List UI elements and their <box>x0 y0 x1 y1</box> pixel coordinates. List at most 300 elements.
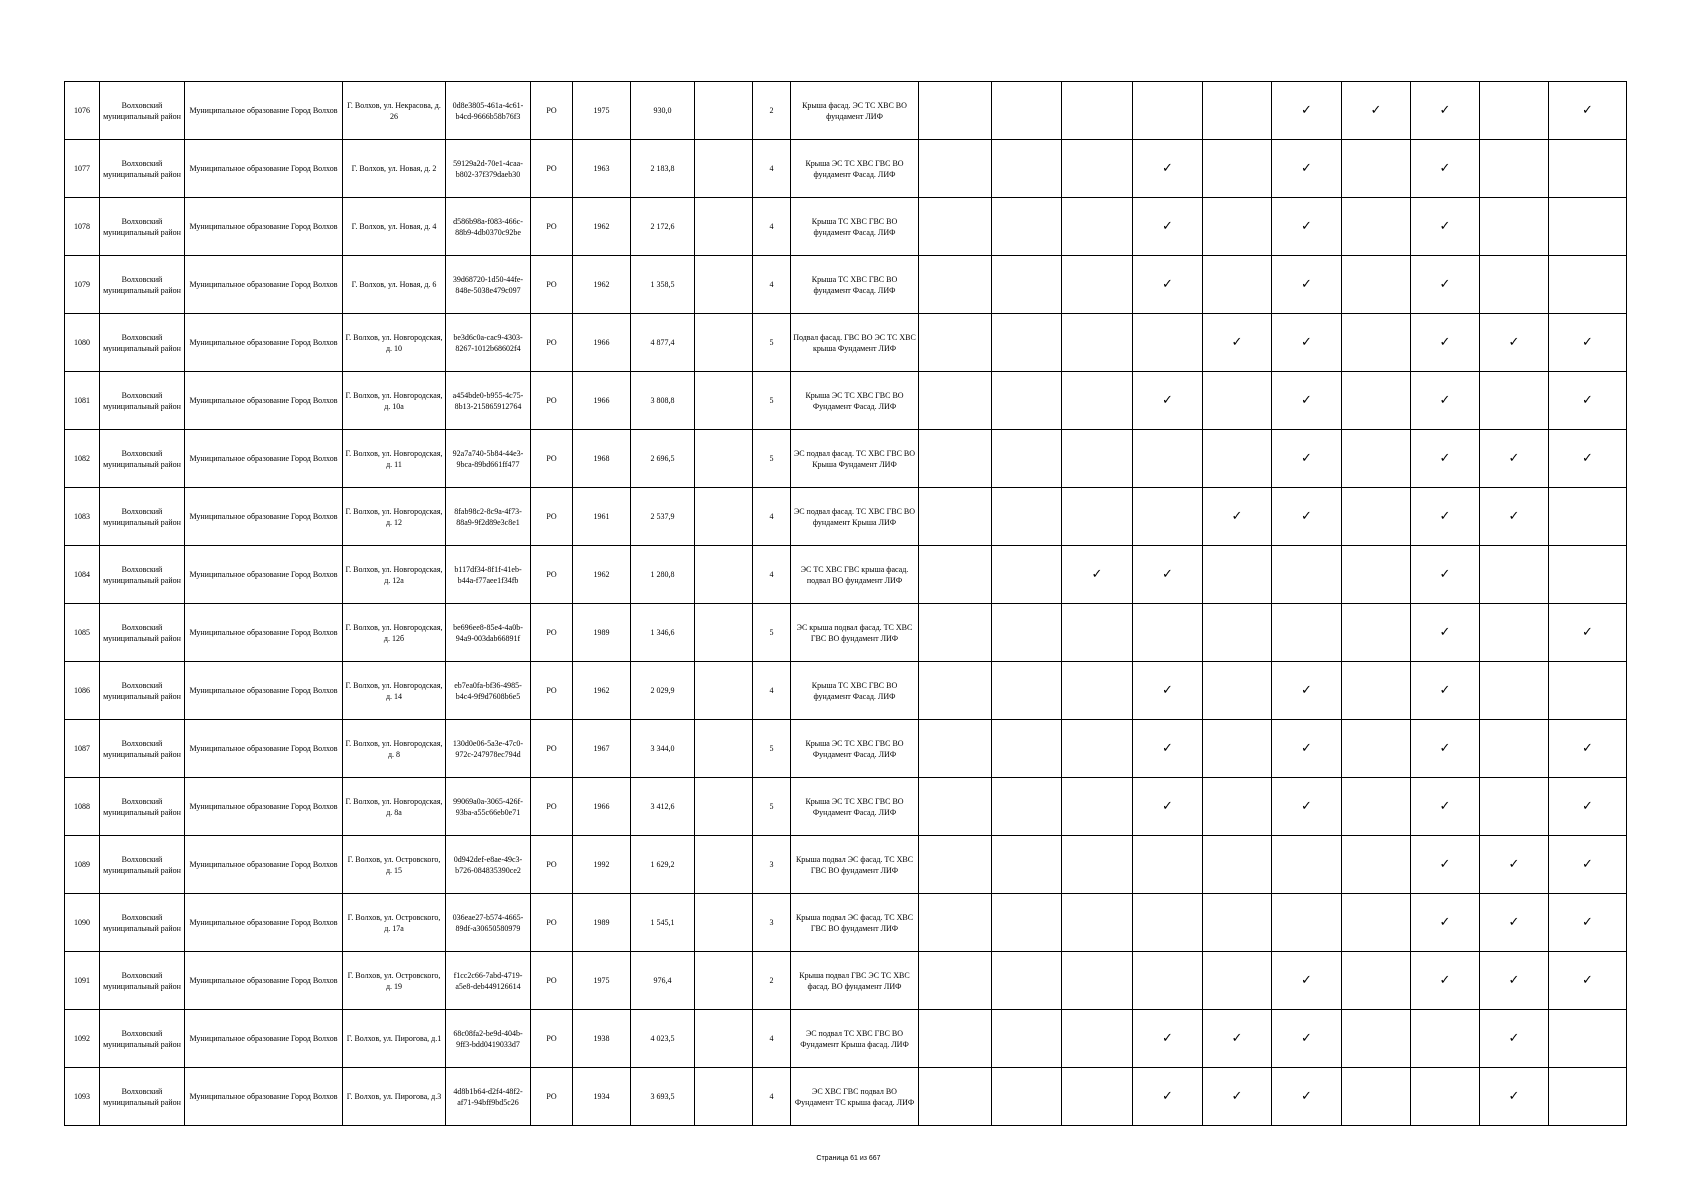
works-list-cell: Крыша ЭС ТС ХВС ГВС ВО Фундамент Фасад. ЛИФ <box>791 778 919 836</box>
works-list-cell: Крыша ЭС ТС ХВС ГВС ВО Фундамент Фасад. ЛИФ <box>791 372 919 430</box>
address-cell: Г. Волхов, ул. Новая, д. 6 <box>343 256 446 314</box>
works-list-cell: Крыша ТС ХВС ГВС ВО фундамент Фасад. ЛИФ <box>791 198 919 256</box>
table-row <box>65 1068 1627 1126</box>
empty-check-cell <box>1203 604 1272 662</box>
table-row <box>65 894 1627 952</box>
area-cell: 1 280,8 <box>631 546 695 604</box>
check-mark-icon: ✓ <box>1549 778 1627 836</box>
empty-cell <box>695 372 753 430</box>
works-list-cell: Подвал фасад. ГВС ВО ЭС ТС ХВС крыша Фундамент ЛИФ <box>791 314 919 372</box>
address-cell: Г. Волхов, ул. Новгородская, д. 8 <box>343 720 446 778</box>
empty-check-cell <box>919 488 992 546</box>
municipality-cell: Муниципальное образование Город Волхов <box>185 952 343 1010</box>
building-id-cell: f1cc2c66-7abd-4719-a5e8-deb449126614 <box>446 952 531 1010</box>
empty-check-cell <box>919 430 992 488</box>
empty-check-cell <box>992 488 1062 546</box>
check-mark-icon: ✓ <box>1203 1068 1272 1126</box>
empty-cell <box>695 662 753 720</box>
type-cell: РО <box>531 82 573 140</box>
check-mark-icon: ✓ <box>1411 836 1480 894</box>
empty-check-cell <box>1549 488 1627 546</box>
type-cell: РО <box>531 894 573 952</box>
check-mark-icon: ✓ <box>1272 430 1342 488</box>
empty-check-cell <box>1342 1010 1411 1068</box>
empty-cell <box>695 720 753 778</box>
empty-check-cell <box>1342 546 1411 604</box>
table-row <box>65 952 1627 1010</box>
table-row <box>65 256 1627 314</box>
year-built-cell: 1975 <box>573 82 631 140</box>
table-row <box>65 372 1627 430</box>
floors-cell: 3 <box>753 894 791 952</box>
empty-check-cell <box>1062 198 1133 256</box>
works-list-cell: ЭС крыша подвал фасад. ТС ХВС ГВС ВО фундамент ЛИФ <box>791 604 919 662</box>
district-cell: Волховский муниципальный район <box>100 82 185 140</box>
empty-check-cell <box>1203 430 1272 488</box>
floors-cell: 4 <box>753 256 791 314</box>
year-built-cell: 1989 <box>573 894 631 952</box>
check-mark-icon: ✓ <box>1411 372 1480 430</box>
works-list-cell: ЭС подвал фасад. ТС ХВС ГВС ВО Крыша Фундамент ЛИФ <box>791 430 919 488</box>
empty-check-cell <box>919 894 992 952</box>
area-cell: 976,4 <box>631 952 695 1010</box>
empty-check-cell <box>992 314 1062 372</box>
address-cell: Г. Волхов, ул. Островского, д. 19 <box>343 952 446 1010</box>
empty-check-cell <box>1480 604 1549 662</box>
check-mark-icon: ✓ <box>1272 488 1342 546</box>
area-cell: 4 877,4 <box>631 314 695 372</box>
empty-check-cell <box>1203 778 1272 836</box>
empty-check-cell <box>1133 82 1203 140</box>
check-mark-icon: ✓ <box>1133 1068 1203 1126</box>
empty-check-cell <box>1480 546 1549 604</box>
row-number: 1084 <box>65 546 100 604</box>
building-id-cell: 92a7a740-5b84-44e3-9bca-89bd661ff477 <box>446 430 531 488</box>
district-cell: Волховский муниципальный район <box>100 604 185 662</box>
building-id-cell: 0d8e3805-461a-4c61-b4cd-9666b58b76f3 <box>446 82 531 140</box>
district-cell: Волховский муниципальный район <box>100 1010 185 1068</box>
check-mark-icon: ✓ <box>1480 314 1549 372</box>
empty-check-cell <box>992 546 1062 604</box>
empty-check-cell <box>992 372 1062 430</box>
empty-cell <box>695 314 753 372</box>
row-number: 1086 <box>65 662 100 720</box>
check-mark-icon: ✓ <box>1272 778 1342 836</box>
empty-check-cell <box>1411 1068 1480 1126</box>
empty-cell <box>695 140 753 198</box>
check-mark-icon: ✓ <box>1411 256 1480 314</box>
area-cell: 1 629,2 <box>631 836 695 894</box>
empty-check-cell <box>1272 836 1342 894</box>
type-cell: РО <box>531 430 573 488</box>
empty-check-cell <box>1342 256 1411 314</box>
empty-check-cell <box>1062 778 1133 836</box>
district-cell: Волховский муниципальный район <box>100 952 185 1010</box>
district-cell: Волховский муниципальный район <box>100 778 185 836</box>
building-id-cell: 8fab98c2-8c9a-4f73-88a9-9f2d89e3c8e1 <box>446 488 531 546</box>
empty-check-cell <box>992 1010 1062 1068</box>
empty-check-cell <box>919 546 992 604</box>
check-mark-icon: ✓ <box>1411 430 1480 488</box>
row-number: 1091 <box>65 952 100 1010</box>
check-mark-icon: ✓ <box>1272 140 1342 198</box>
works-list-cell: Крыша ЭС ТС ХВС ГВС ВО Фундамент Фасад. ЛИФ <box>791 720 919 778</box>
floors-cell: 5 <box>753 372 791 430</box>
empty-check-cell <box>992 778 1062 836</box>
check-mark-icon: ✓ <box>1480 952 1549 1010</box>
check-mark-icon: ✓ <box>1133 546 1203 604</box>
table-row <box>65 314 1627 372</box>
empty-check-cell <box>1480 720 1549 778</box>
empty-check-cell <box>1062 894 1133 952</box>
empty-check-cell <box>1062 952 1133 1010</box>
empty-check-cell <box>1062 720 1133 778</box>
empty-cell <box>695 198 753 256</box>
empty-check-cell <box>1342 662 1411 720</box>
empty-check-cell <box>919 372 992 430</box>
check-mark-icon: ✓ <box>1411 952 1480 1010</box>
check-mark-icon: ✓ <box>1342 82 1411 140</box>
empty-check-cell <box>1480 82 1549 140</box>
district-cell: Волховский муниципальный район <box>100 662 185 720</box>
type-cell: РО <box>531 1010 573 1068</box>
district-cell: Волховский муниципальный район <box>100 720 185 778</box>
empty-check-cell <box>1549 140 1627 198</box>
empty-check-cell <box>992 82 1062 140</box>
check-mark-icon: ✓ <box>1411 82 1480 140</box>
type-cell: РО <box>531 662 573 720</box>
empty-check-cell <box>1133 430 1203 488</box>
district-cell: Волховский муниципальный район <box>100 314 185 372</box>
empty-check-cell <box>1062 604 1133 662</box>
empty-check-cell <box>919 720 992 778</box>
area-cell: 3 693,5 <box>631 1068 695 1126</box>
municipality-cell: Муниципальное образование Город Волхов <box>185 836 343 894</box>
district-cell: Волховский муниципальный район <box>100 140 185 198</box>
area-cell: 3 412,6 <box>631 778 695 836</box>
row-number: 1082 <box>65 430 100 488</box>
row-number: 1078 <box>65 198 100 256</box>
check-mark-icon: ✓ <box>1480 1010 1549 1068</box>
municipality-cell: Муниципальное образование Город Волхов <box>185 662 343 720</box>
works-list-cell: ЭС ТС ХВС ГВС крыша фасад. подвал ВО фундамент ЛИФ <box>791 546 919 604</box>
empty-cell <box>695 1010 753 1068</box>
empty-check-cell <box>1549 546 1627 604</box>
check-mark-icon: ✓ <box>1411 546 1480 604</box>
check-mark-icon: ✓ <box>1133 720 1203 778</box>
building-id-cell: 68c08fa2-be9d-404b-9ff3-bdd0419033d7 <box>446 1010 531 1068</box>
row-number: 1090 <box>65 894 100 952</box>
table-row <box>65 1010 1627 1068</box>
empty-check-cell <box>1480 198 1549 256</box>
empty-check-cell <box>1062 836 1133 894</box>
check-mark-icon: ✓ <box>1480 894 1549 952</box>
year-built-cell: 1962 <box>573 662 631 720</box>
area-cell: 930,0 <box>631 82 695 140</box>
address-cell: Г. Волхов, ул. Новгородская, д. 14 <box>343 662 446 720</box>
empty-check-cell <box>1342 140 1411 198</box>
area-cell: 2 537,9 <box>631 488 695 546</box>
empty-check-cell <box>919 778 992 836</box>
check-mark-icon: ✓ <box>1411 140 1480 198</box>
works-list-cell: Крыша ТС ХВС ГВС ВО фундамент Фасад. ЛИФ <box>791 256 919 314</box>
empty-cell <box>695 82 753 140</box>
check-mark-icon: ✓ <box>1549 314 1627 372</box>
check-mark-icon: ✓ <box>1549 604 1627 662</box>
year-built-cell: 1968 <box>573 430 631 488</box>
empty-check-cell <box>1133 952 1203 1010</box>
type-cell: РО <box>531 720 573 778</box>
empty-check-cell <box>1062 372 1133 430</box>
area-cell: 2 696,5 <box>631 430 695 488</box>
check-mark-icon: ✓ <box>1062 546 1133 604</box>
empty-check-cell <box>992 836 1062 894</box>
municipality-cell: Муниципальное образование Город Волхов <box>185 1010 343 1068</box>
table-row <box>65 140 1627 198</box>
empty-check-cell <box>919 314 992 372</box>
district-cell: Волховский муниципальный район <box>100 198 185 256</box>
district-cell: Волховский муниципальный район <box>100 430 185 488</box>
type-cell: РО <box>531 1068 573 1126</box>
check-mark-icon: ✓ <box>1411 604 1480 662</box>
building-id-cell: 0d942def-e8ae-49c3-b726-084835390ce2 <box>446 836 531 894</box>
floors-cell: 5 <box>753 720 791 778</box>
check-mark-icon: ✓ <box>1549 82 1627 140</box>
municipality-cell: Муниципальное образование Город Волхов <box>185 1068 343 1126</box>
empty-check-cell <box>1342 778 1411 836</box>
building-id-cell: d586b98a-f083-466c-88b9-4db0370c92be <box>446 198 531 256</box>
year-built-cell: 1975 <box>573 952 631 1010</box>
empty-check-cell <box>1062 662 1133 720</box>
area-cell: 4 023,5 <box>631 1010 695 1068</box>
municipality-cell: Муниципальное образование Город Волхов <box>185 546 343 604</box>
municipality-cell: Муниципальное образование Город Волхов <box>185 372 343 430</box>
check-mark-icon: ✓ <box>1272 314 1342 372</box>
row-number: 1089 <box>65 836 100 894</box>
table-row <box>65 82 1627 140</box>
empty-check-cell <box>1203 546 1272 604</box>
table-row <box>65 720 1627 778</box>
check-mark-icon: ✓ <box>1411 894 1480 952</box>
address-cell: Г. Волхов, ул. Новгородская, д. 12 <box>343 488 446 546</box>
address-cell: Г. Волхов, ул. Пирогова, д.1 <box>343 1010 446 1068</box>
works-list-cell: Крыша подвал ЭС фасад. ТС ХВС ГВС ВО фундамент ЛИФ <box>791 836 919 894</box>
empty-check-cell <box>992 894 1062 952</box>
type-cell: РО <box>531 372 573 430</box>
check-mark-icon: ✓ <box>1133 256 1203 314</box>
check-mark-icon: ✓ <box>1411 720 1480 778</box>
municipality-cell: Муниципальное образование Город Волхов <box>185 140 343 198</box>
empty-check-cell <box>1133 836 1203 894</box>
empty-cell <box>695 1068 753 1126</box>
type-cell: РО <box>531 778 573 836</box>
type-cell: РО <box>531 140 573 198</box>
building-id-cell: 4d8b1b64-d2f4-48f2-af71-94bff9bd5c26 <box>446 1068 531 1126</box>
empty-check-cell <box>1272 894 1342 952</box>
floors-cell: 5 <box>753 778 791 836</box>
type-cell: РО <box>531 604 573 662</box>
building-id-cell: 130d0e06-5a3e-47c0-972c-247978ec794d <box>446 720 531 778</box>
empty-check-cell <box>1203 198 1272 256</box>
check-mark-icon: ✓ <box>1411 488 1480 546</box>
address-cell: Г. Волхов, ул. Новая, д. 4 <box>343 198 446 256</box>
row-number: 1087 <box>65 720 100 778</box>
area-cell: 2 183,8 <box>631 140 695 198</box>
empty-check-cell <box>1062 1068 1133 1126</box>
address-cell: Г. Волхов, ул. Островского, д. 17а <box>343 894 446 952</box>
check-mark-icon: ✓ <box>1480 430 1549 488</box>
address-cell: Г. Волхов, ул. Новгородская, д. 10а <box>343 372 446 430</box>
empty-check-cell <box>1272 546 1342 604</box>
table-row <box>65 778 1627 836</box>
address-cell: Г. Волхов, ул. Новгородская, д. 10 <box>343 314 446 372</box>
district-cell: Волховский муниципальный район <box>100 836 185 894</box>
empty-cell <box>695 894 753 952</box>
year-built-cell: 1966 <box>573 372 631 430</box>
works-list-cell: Крыша ЭС ТС ХВС ГВС ВО фундамент Фасад. ЛИФ <box>791 140 919 198</box>
empty-check-cell <box>992 1068 1062 1126</box>
address-cell: Г. Волхов, ул. Новгородская, д. 8а <box>343 778 446 836</box>
floors-cell: 5 <box>753 430 791 488</box>
building-id-cell: 59129a2d-70e1-4caa-b802-37f379daeb30 <box>446 140 531 198</box>
empty-check-cell <box>1062 430 1133 488</box>
empty-check-cell <box>992 256 1062 314</box>
floors-cell: 4 <box>753 546 791 604</box>
table-row <box>65 604 1627 662</box>
municipality-cell: Муниципальное образование Город Волхов <box>185 256 343 314</box>
district-cell: Волховский муниципальный район <box>100 256 185 314</box>
check-mark-icon: ✓ <box>1549 836 1627 894</box>
empty-check-cell <box>992 662 1062 720</box>
check-mark-icon: ✓ <box>1411 662 1480 720</box>
empty-check-cell <box>1203 82 1272 140</box>
empty-check-cell <box>1342 488 1411 546</box>
table-row <box>65 430 1627 488</box>
works-list-cell: Крыша фасад. ЭС ТС ХВС ВО фундамент ЛИФ <box>791 82 919 140</box>
empty-check-cell <box>1133 488 1203 546</box>
check-mark-icon: ✓ <box>1549 720 1627 778</box>
year-built-cell: 1962 <box>573 546 631 604</box>
empty-check-cell <box>1342 372 1411 430</box>
empty-check-cell <box>1342 1068 1411 1126</box>
area-cell: 3 344,0 <box>631 720 695 778</box>
floors-cell: 4 <box>753 1068 791 1126</box>
row-number: 1083 <box>65 488 100 546</box>
empty-check-cell <box>1480 662 1549 720</box>
year-built-cell: 1963 <box>573 140 631 198</box>
district-cell: Волховский муниципальный район <box>100 894 185 952</box>
empty-check-cell <box>992 198 1062 256</box>
floors-cell: 4 <box>753 1010 791 1068</box>
type-cell: РО <box>531 256 573 314</box>
year-built-cell: 1962 <box>573 198 631 256</box>
floors-cell: 4 <box>753 488 791 546</box>
table-row <box>65 198 1627 256</box>
empty-check-cell <box>992 604 1062 662</box>
year-built-cell: 1938 <box>573 1010 631 1068</box>
empty-check-cell <box>1203 140 1272 198</box>
floors-cell: 5 <box>753 604 791 662</box>
address-cell: Г. Волхов, ул. Новгородская, д. 12б <box>343 604 446 662</box>
empty-check-cell <box>1203 256 1272 314</box>
empty-cell <box>695 836 753 894</box>
check-mark-icon: ✓ <box>1133 140 1203 198</box>
building-id-cell: be696ee8-85e4-4a0b-94a9-003dab66891f <box>446 604 531 662</box>
year-built-cell: 1966 <box>573 314 631 372</box>
check-mark-icon: ✓ <box>1549 894 1627 952</box>
check-mark-icon: ✓ <box>1272 82 1342 140</box>
check-mark-icon: ✓ <box>1272 1010 1342 1068</box>
empty-check-cell <box>919 82 992 140</box>
empty-check-cell <box>1549 1010 1627 1068</box>
check-mark-icon: ✓ <box>1411 198 1480 256</box>
municipality-cell: Муниципальное образование Город Волхов <box>185 488 343 546</box>
check-mark-icon: ✓ <box>1272 662 1342 720</box>
empty-check-cell <box>1203 662 1272 720</box>
row-number: 1077 <box>65 140 100 198</box>
check-mark-icon: ✓ <box>1272 720 1342 778</box>
type-cell: РО <box>531 488 573 546</box>
empty-check-cell <box>992 952 1062 1010</box>
floors-cell: 4 <box>753 140 791 198</box>
works-list-cell: ЭС подвал ТС ХВС ГВС ВО Фундамент Крыша фасад. ЛИФ <box>791 1010 919 1068</box>
municipality-cell: Муниципальное образование Город Волхов <box>185 430 343 488</box>
empty-check-cell <box>1062 314 1133 372</box>
check-mark-icon: ✓ <box>1480 488 1549 546</box>
empty-check-cell <box>1342 604 1411 662</box>
building-id-cell: eb7ea0fa-bf36-4985-b4c4-9f9d7608b6e5 <box>446 662 531 720</box>
floors-cell: 5 <box>753 314 791 372</box>
year-built-cell: 1961 <box>573 488 631 546</box>
check-mark-icon: ✓ <box>1272 198 1342 256</box>
district-cell: Волховский муниципальный район <box>100 372 185 430</box>
empty-check-cell <box>1342 894 1411 952</box>
empty-check-cell <box>1480 256 1549 314</box>
row-number: 1079 <box>65 256 100 314</box>
check-mark-icon: ✓ <box>1133 778 1203 836</box>
empty-check-cell <box>919 1068 992 1126</box>
empty-check-cell <box>919 604 992 662</box>
empty-check-cell <box>992 430 1062 488</box>
district-cell: Волховский муниципальный район <box>100 488 185 546</box>
check-mark-icon: ✓ <box>1272 952 1342 1010</box>
building-id-cell: b117df34-8f1f-41eb-b44a-f77aee1f34fb <box>446 546 531 604</box>
empty-check-cell <box>1062 82 1133 140</box>
building-id-cell: 39d68720-1d50-44fe-848e-5038e479c097 <box>446 256 531 314</box>
empty-check-cell <box>1133 894 1203 952</box>
check-mark-icon: ✓ <box>1133 1010 1203 1068</box>
check-mark-icon: ✓ <box>1549 952 1627 1010</box>
row-number: 1088 <box>65 778 100 836</box>
table-row <box>65 546 1627 604</box>
empty-cell <box>695 546 753 604</box>
address-cell: Г. Волхов, ул. Новая, д. 2 <box>343 140 446 198</box>
municipality-cell: Муниципальное образование Город Волхов <box>185 720 343 778</box>
empty-check-cell <box>919 256 992 314</box>
empty-cell <box>695 778 753 836</box>
building-id-cell: be3d6c0a-cac9-4303-8267-1012b68602f4 <box>446 314 531 372</box>
building-id-cell: 99069a0a-3065-426f-93ba-a55c66eb0e71 <box>446 778 531 836</box>
empty-check-cell <box>1342 836 1411 894</box>
check-mark-icon: ✓ <box>1203 314 1272 372</box>
area-cell: 1 545,1 <box>631 894 695 952</box>
empty-check-cell <box>919 1010 992 1068</box>
year-built-cell: 1989 <box>573 604 631 662</box>
empty-check-cell <box>1062 1010 1133 1068</box>
address-cell: Г. Волхов, ул. Новгородская, д. 11 <box>343 430 446 488</box>
empty-check-cell <box>919 836 992 894</box>
municipality-cell: Муниципальное образование Город Волхов <box>185 894 343 952</box>
